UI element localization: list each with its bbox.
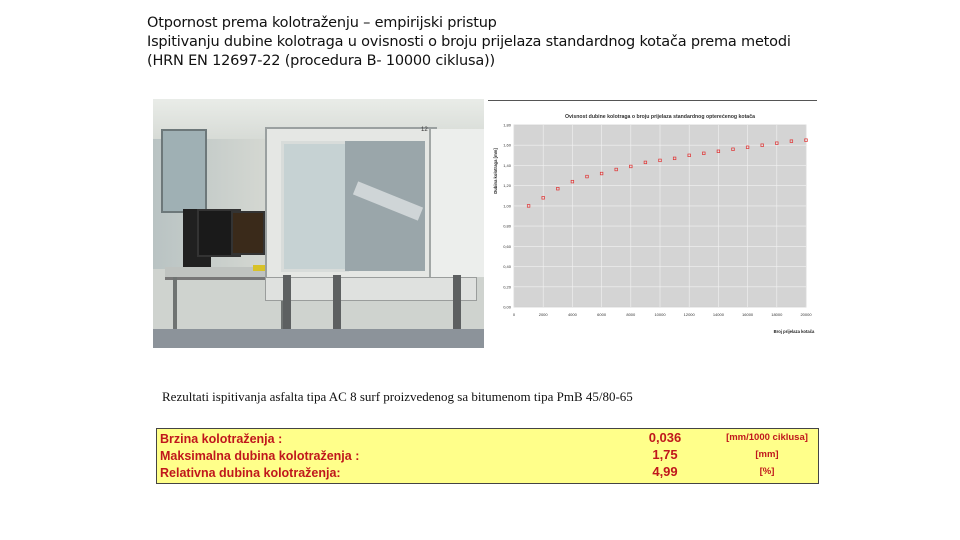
x-tick-label: 14000 [712,312,724,317]
x-tick-label: 10000 [654,312,666,317]
x-tick-label: 0 [512,312,516,317]
result-label: Relativna dubina kolotraženja: [160,466,341,480]
chart-title: Ovisnost dubine kolotraga o broju prijelaza standardnog opterećenog kotača [565,114,755,120]
photo-cabinet-door [281,141,349,272]
result-label: Brzina kolotraženja : [160,432,283,446]
x-tick-label: 20000 [800,312,812,317]
y-tick-label: 1,20 [503,183,511,189]
x-tick-label: 12000 [683,312,695,317]
title-line-1: Otpornost prema kolotraženju – empirijski pristup [147,15,497,31]
photo-number-label: 12 [421,127,428,133]
x-tick-label: 16000 [742,312,754,317]
photo-control-box [429,129,484,277]
results-row [157,430,818,447]
wheel-tracking-machine-photo [153,99,484,348]
title-line-3: (HRN EN 12697-22 (procedura B- 10000 ciklusa)) [147,53,495,69]
y-tick-label: 0,40 [503,264,511,270]
results-table [156,428,819,484]
y-tick-label: 1,60 [503,142,511,148]
results-row [157,447,818,464]
slide-title [147,14,847,71]
results-caption: Rezultati ispitivanja asfalta tipa AC 8 surf proizvedenog sa bitumenom tipa PmB 45/80-65 [162,389,633,404]
x-tick-label: 18000 [771,312,783,317]
rut-depth-chart [488,100,817,341]
x-tick-label: 6000 [597,312,607,317]
y-axis-label: Dubina kolotraga [mm] [493,148,498,194]
y-tick-label: 1,00 [503,203,511,209]
x-tick-label: 2000 [538,312,548,317]
y-tick-label: 1,40 [503,162,511,168]
result-unit: [mm/1000 ciklusa] [726,432,808,443]
x-axis-label: Broj prijelaza kotača [773,329,815,334]
photo-floor [153,329,484,348]
y-tick-label: 0,60 [503,243,511,249]
photo-window [161,129,207,213]
photo-monitor-2 [231,211,265,255]
chart-svg [488,101,817,341]
result-value: 0,036 [648,430,682,445]
result-unit: [mm] [755,449,779,460]
y-tick-label: 1,80 [503,122,511,128]
y-tick-label: 0,20 [503,284,511,290]
y-tick-label: 0,80 [503,223,511,229]
title-line-2: Ispitivanju dubine kolotraga u ovisnosti o broju prijelaza standardnog kotača prema metodi [147,34,791,50]
results-row [157,464,818,481]
photo-machine-base [265,277,477,301]
y-tick-label: 0,00 [503,304,511,310]
result-label: Maksimalna dubina kolotraženja : [160,449,360,463]
result-value: 4,99 [652,464,678,479]
x-tick-label: 8000 [626,312,636,317]
result-value: 1,75 [652,447,678,462]
result-unit: [%] [759,466,775,477]
x-tick-label: 4000 [567,312,577,317]
